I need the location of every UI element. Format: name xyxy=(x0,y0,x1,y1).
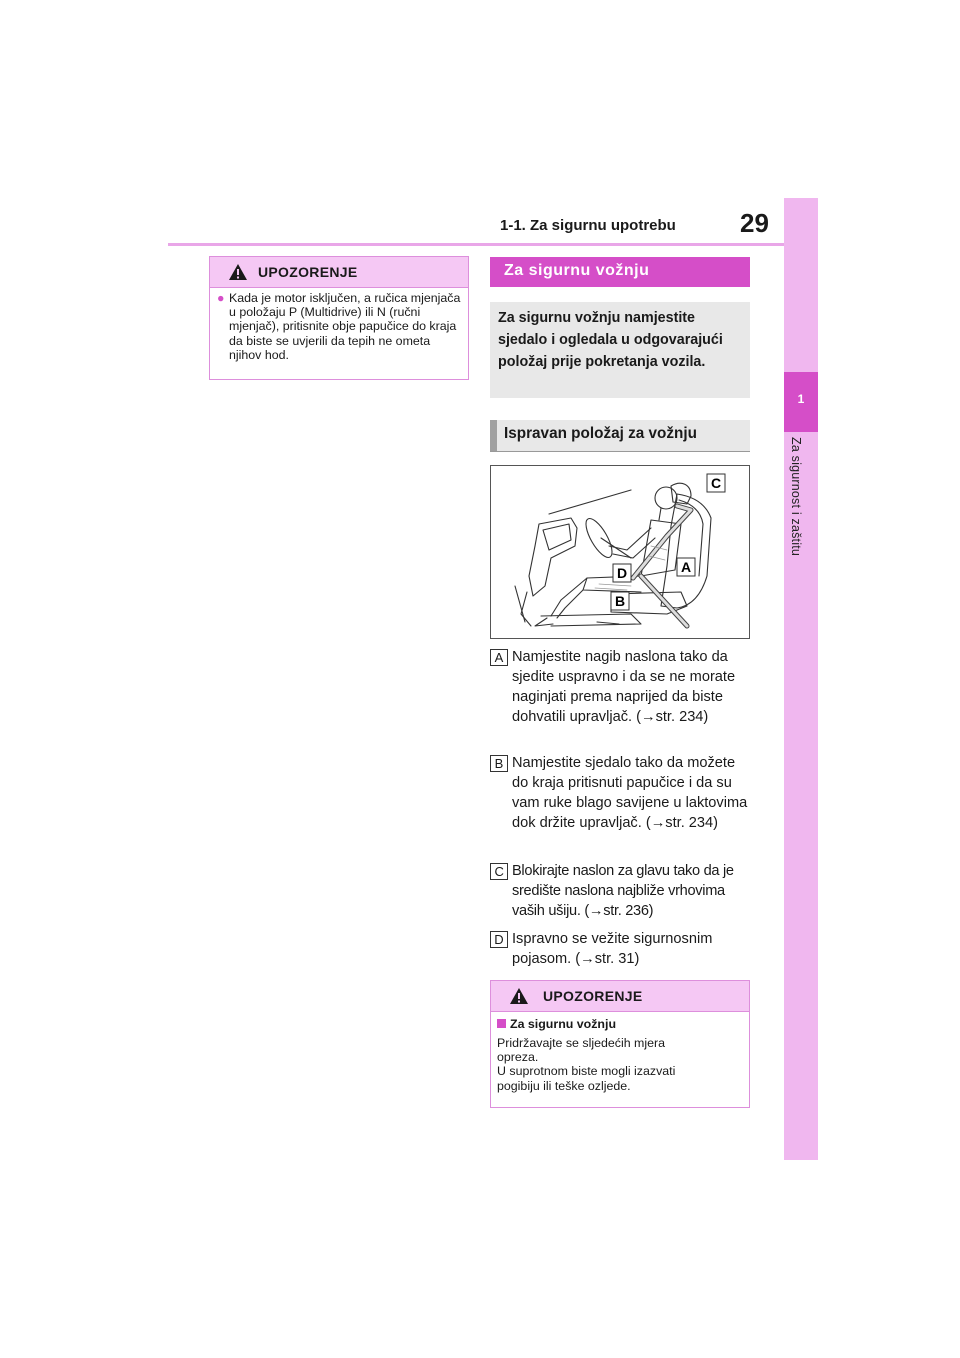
warning-title: UPOZORENJE xyxy=(258,264,358,280)
square-bullet-icon xyxy=(497,1019,506,1028)
header-divider xyxy=(168,243,784,246)
subheading-divider xyxy=(490,451,750,452)
item-text-c: Blokirajte naslon za glavu tako da je središte naslona najbliže vrhovima vaših ušiju. (→str. 236) xyxy=(512,863,734,919)
chapter-side-tab xyxy=(784,198,818,1160)
section-summary: Za sigurnu vožnju namjestite sjedalo i ogledala u odgovarajući položaj prije pokretanja vozila. xyxy=(490,302,750,398)
warning-subtitle-row xyxy=(497,1017,616,1031)
warning-box-bottom xyxy=(490,980,750,1108)
section-title: 1-1. Za sigurnu upotrebu xyxy=(500,217,676,234)
subheading: Ispravan položaj za vožnju xyxy=(490,420,750,451)
item-key-c: C xyxy=(490,863,508,880)
item-key-b: B xyxy=(490,755,508,772)
warning-header xyxy=(210,257,468,288)
item-key-d: D xyxy=(490,931,508,948)
warning-triangle-icon xyxy=(228,263,248,281)
callout-d: D xyxy=(616,565,628,581)
page-number: 29 xyxy=(740,208,769,238)
warning-box-top xyxy=(209,256,469,380)
warning-header xyxy=(491,981,749,1012)
chapter-label: Za sigurnost i zaštitu xyxy=(789,437,803,557)
warning-title: UPOZORENJE xyxy=(543,988,643,1004)
item-text-a: Namjestite nagib naslona tako da sjedite uspravno i da se ne morate naginjati prema naprijed da biste dohvatili upravljač. (→str. 234) xyxy=(512,649,736,725)
callout-a: A xyxy=(680,559,692,575)
item-key-a: A xyxy=(490,649,508,666)
section-heading: Za sigurnu vožnju xyxy=(490,257,750,287)
warning-triangle-icon xyxy=(509,987,529,1005)
callout-c: C xyxy=(710,475,722,491)
chapter-number: 1 xyxy=(797,392,805,406)
warning-body: Pridržavajte se sljedećih mjera opreza. U suprotnom biste mogli izazvati pogibiju ili teške ozljede. xyxy=(497,1036,676,1093)
item-text-d: Ispravno se vežite sigurnosnim pojasom. (→str. 31) xyxy=(512,931,713,967)
bullet-icon: ● xyxy=(217,291,225,305)
warning-body xyxy=(217,291,465,362)
warning-subtitle: Za sigurnu vožnju xyxy=(510,1017,617,1031)
callout-b: B xyxy=(614,593,626,609)
driver-seat-drawing xyxy=(491,466,749,638)
driving-position-illustration xyxy=(490,465,750,639)
item-text-b: Namjestite sjedalo tako da možete do kraja pritisnuti papučice i da su vam ruke blago savijene u laktovima dok držite upravljač. (→str. 234) xyxy=(512,755,748,831)
warning-bullet-text: Kada je motor isključen, a ručica mjenjača u položaju P (Multidrive) ili N (ručni mjenjač), pritisnite obje papučice do kraja da biste se uvjerili da tepih ne ometa njihov hod. xyxy=(229,291,461,362)
